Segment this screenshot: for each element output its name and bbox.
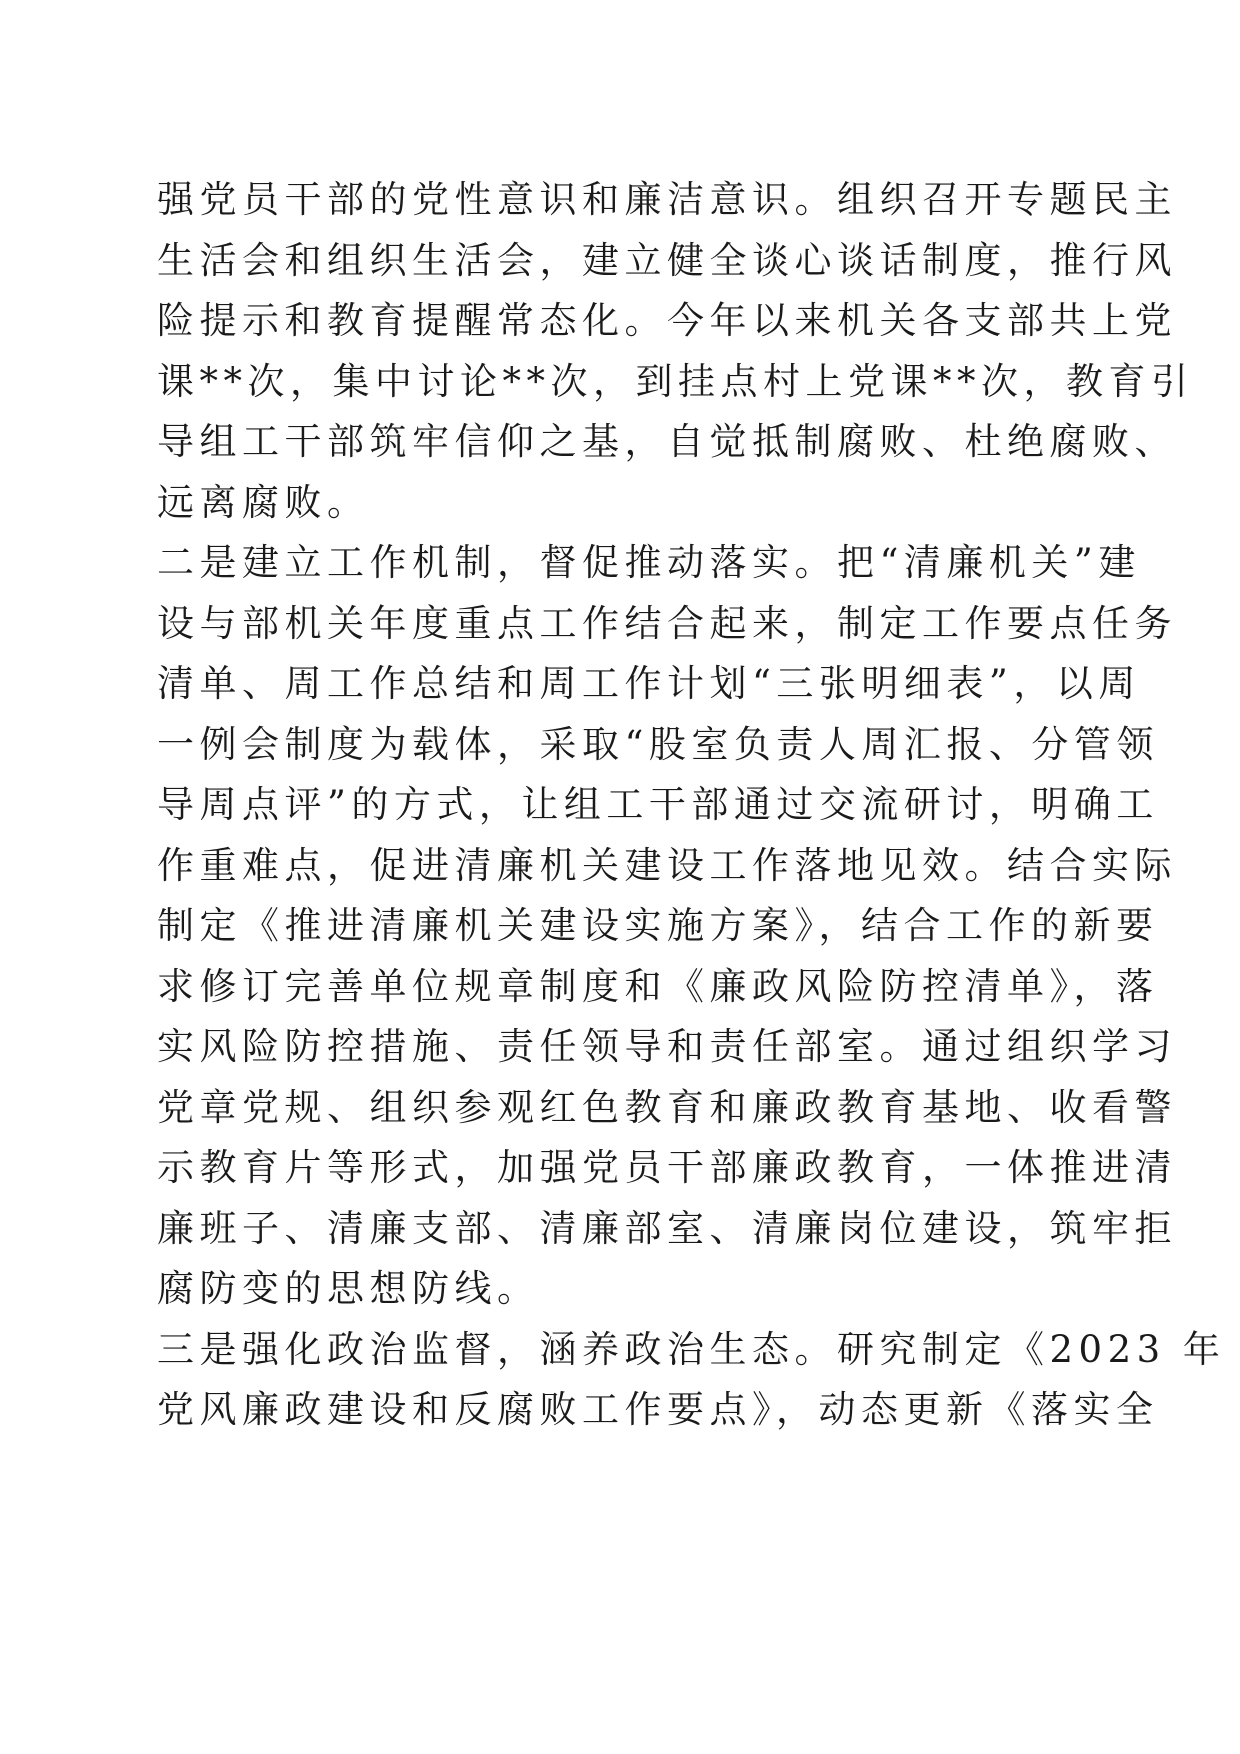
- paragraph-political-supervision: [157, 1320, 1226, 1441]
- text-line: 一例会制度为载体，采取“股室负责人周汇报、分管领: [157, 722, 1159, 766]
- text-line: 生活会和组织生活会，建立健全谈心谈话制度，推行风: [157, 238, 1177, 282]
- text-line: 党章党规、组织参观红色教育和廉政教育基地、收看警: [157, 1085, 1177, 1129]
- text-line: 远离腐败。: [157, 480, 370, 524]
- paragraph-education: [157, 170, 1194, 533]
- text-line: 党风廉政建设和反腐败工作要点》，动态更新《落实全: [157, 1388, 1159, 1431]
- text-line: 示教育片等形式，加强党员干部廉政教育，一体推进清: [157, 1146, 1177, 1189]
- text-line: 作重难点，促进清廉机关建设工作落地见效。结合实际: [157, 843, 1177, 887]
- text-line: 导组工干部筑牢信仰之基，自觉抵制腐败、杜绝腐败、: [157, 420, 1177, 463]
- text-line: 实风险防控措施、责任领导和责任部室。通过组织学习: [157, 1025, 1177, 1068]
- text-line: 强党员干部的党性意识和廉洁意识。组织召开专题民主: [157, 178, 1177, 221]
- text-line: 腐防变的思想防线。: [157, 1267, 540, 1310]
- text-line: 制定《推进清廉机关建设实施方案》，结合工作的新要: [157, 904, 1159, 947]
- text-line: 三是强化政治监督，涵养政治生态。研究制定《2023 年: [157, 1327, 1226, 1371]
- text-line: 求修订完善单位规章制度和《廉政风险防控清单》，落: [157, 964, 1159, 1008]
- text-line: 险提示和教育提醒常态化。今年以来机关各支部共上党: [157, 299, 1177, 342]
- text-line: 廉班子、清廉支部、清廉部室、清廉岗位建设，筑牢拒: [157, 1206, 1177, 1250]
- text-line: 课**次，集中讨论**次，到挂点村上党课**次，教育引: [157, 359, 1194, 403]
- document-body: [157, 170, 1226, 1441]
- paragraph-work-mechanism: [157, 533, 1177, 1320]
- text-line: 导周点评”的方式，让组工干部通过交流研讨，明确工: [157, 783, 1159, 826]
- text-line: 清单、周工作总结和周工作计划“三张明细表”，以周: [157, 662, 1141, 705]
- text-line: 二是建立工作机制，督促推动落实。把“清廉机关”建: [157, 541, 1141, 584]
- text-line: 设与部机关年度重点工作结合起来，制定工作要点任务: [157, 601, 1177, 645]
